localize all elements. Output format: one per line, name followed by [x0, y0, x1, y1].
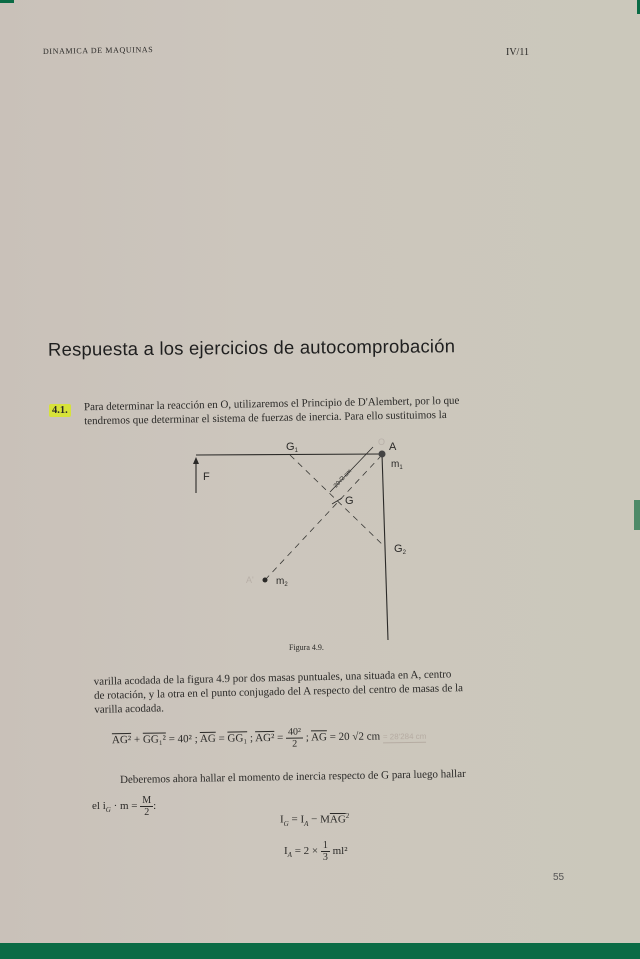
body-paragraph — [92, 795, 156, 818]
formula-ig — [280, 812, 349, 828]
text: = 2 × — [291, 845, 321, 858]
eq-term: = 40² — [165, 733, 193, 746]
page-tab-marker — [634, 500, 640, 530]
eq-op: = — [274, 731, 287, 744]
text: el i — [92, 800, 106, 813]
eq-sep: ; — [303, 731, 312, 744]
running-header-title: DINAMICA DE MAQUINAS — [42, 45, 154, 56]
binder-bottom-edge — [0, 943, 640, 959]
label-g: G — [345, 495, 354, 507]
exercise-intro — [84, 394, 460, 429]
label-a-prime: A' — [246, 575, 254, 585]
fraction-num: M — [142, 795, 152, 806]
fraction-num: 40² — [286, 727, 303, 739]
label-m1: $m_1$ — [391, 459, 403, 471]
superscript: 2 — [345, 812, 350, 820]
body-paragraph — [94, 667, 464, 717]
bent-rod-diagram — [180, 430, 420, 645]
fraction-den: 2 — [144, 807, 150, 818]
label-o: O — [378, 437, 386, 447]
eq-op: + — [131, 733, 143, 746]
label-g2: G2 — [394, 543, 406, 556]
text: = I — [288, 813, 305, 826]
body-line: varilla acodada de la figura 4.9 por dos masas puntuales, una situada en A, centro — [93, 668, 452, 688]
fraction — [321, 840, 330, 863]
figure-4-9 — [180, 430, 420, 645]
text: I — [280, 813, 284, 826]
fraction-num: 1 — [322, 840, 328, 851]
dimension-label: 20√2 cm — [333, 468, 354, 490]
binder-edge — [0, 0, 14, 3]
intro-line: Para determinar la reacción en O, utilizaremos el Principio de D'Alembert, por lo que — [83, 394, 460, 414]
text: · m = — [110, 800, 141, 813]
fraction — [286, 727, 303, 750]
body-line: varilla acodada. — [94, 702, 165, 716]
eq-sep: ; — [191, 732, 200, 746]
label-f: F — [203, 471, 210, 483]
eq-term: $\overline{AG}$ — [310, 731, 328, 744]
eq-term: AG² — [111, 733, 132, 747]
body-line: de rotación, y la otra en el punto conjugado del A respecto del centro de masas de la — [93, 682, 464, 702]
figure-caption: Figura 4.9. — [289, 643, 324, 652]
fraction-den: 3 — [322, 852, 328, 863]
subscript: A — [287, 851, 292, 860]
section-title: Respuesta a los ejercicios de autocomprobación — [47, 335, 456, 360]
page-number: 55 — [553, 872, 565, 883]
body-paragraph: Deberemos ahora hallar el momento de inercia respecto de G para luego hallar — [119, 767, 466, 787]
handwritten-note: = 28'284 cm — [382, 731, 427, 742]
fraction-den: 2 — [292, 738, 298, 750]
fraction — [140, 795, 153, 818]
eq-term: $\overline{AG}$ — [199, 732, 216, 745]
subscript: G — [283, 819, 289, 828]
eq-term: GG₁² — [142, 733, 167, 746]
text: − M — [308, 813, 330, 826]
text: I — [284, 845, 288, 858]
eq-term: GG₁ — [227, 732, 248, 745]
eq-term: AG² — [255, 731, 275, 745]
formula-ia — [284, 840, 348, 863]
equation-line — [112, 725, 427, 752]
label-g1: G1 — [286, 441, 298, 454]
subscript: A — [304, 819, 309, 828]
exercise-number: 4.1. — [49, 404, 71, 417]
text: $\overline{AG}$ — [329, 813, 346, 826]
eq-result: = 20 √2 cm — [326, 730, 381, 744]
label-a: A — [389, 441, 397, 453]
eq-op: = — [215, 732, 228, 745]
text: : — [153, 800, 157, 813]
text: ml² — [329, 845, 348, 858]
intro-line: tendremos que determinar el sistema de fuerzas de inercia. Para ello sustituimos la — [84, 408, 447, 428]
running-header-chapter: IV/11 — [506, 47, 529, 58]
subscript: G — [105, 806, 111, 815]
label-m2: $m_2$ — [276, 576, 288, 588]
eq-sep: ; — [247, 732, 256, 745]
